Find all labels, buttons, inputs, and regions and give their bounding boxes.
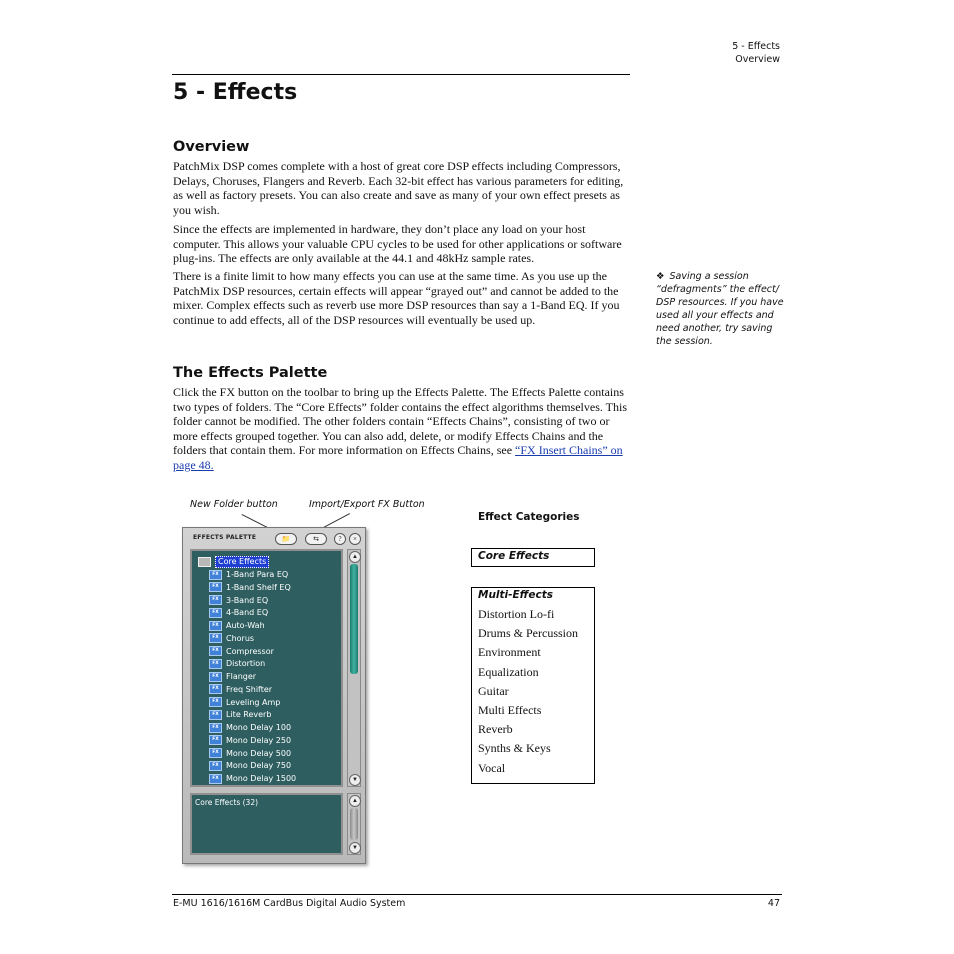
- overview-heading: Overview: [173, 139, 250, 155]
- effect-list-item[interactable]: [209, 633, 254, 644]
- overview-paragraph-3: There is a finite limit to how many effects you can use at the same time. As you use up the PatchMix DSP resources, certain effects will appear “grayed out” and cannot be added to the mixer. Complex effects such as reverb use more DSP resources than say a 1-Band EQ. If you continue to add effects, all of the DSP resources will eventually be used up.: [173, 269, 620, 327]
- import-export-icon: ⇆: [313, 535, 319, 543]
- fx-icon: FX: [209, 659, 222, 669]
- effect-list-item[interactable]: [209, 569, 288, 580]
- close-button[interactable]: [349, 533, 361, 545]
- running-head-chapter: 5 - Effects: [732, 41, 780, 52]
- bottom-rule: [172, 894, 782, 895]
- fx-icon: FX: [209, 723, 222, 733]
- overview-paragraph-2: Since the effects are implemented in hardware, they don’t place any load on your host computer. This allows your valuable CPU cycles to be used for other applications or software plug-ins. The effects are only available at the 44.1 and 48kHz sample rates.: [173, 222, 622, 266]
- effect-list-item[interactable]: [209, 658, 265, 669]
- effect-categories-heading: Effect Categories: [478, 511, 580, 523]
- fx-icon: FX: [209, 646, 222, 656]
- effects-list-pane: [190, 549, 343, 787]
- core-effects-box: [471, 548, 595, 567]
- effect-list-item[interactable]: [209, 748, 291, 759]
- category-list-item: Equalization: [478, 664, 539, 679]
- effect-list-item-label: 4-Band EQ: [226, 608, 269, 618]
- effect-list-item[interactable]: [209, 671, 256, 682]
- core-effects-folder-label: Core Effects: [215, 556, 269, 568]
- page-number: 47: [767, 898, 780, 909]
- fx-icon: FX: [209, 735, 222, 745]
- effect-list-item-label: 3-Band EQ: [226, 595, 269, 605]
- effect-list-item[interactable]: [209, 773, 296, 784]
- fx-icon: FX: [209, 633, 222, 643]
- fx-icon: FX: [209, 608, 222, 618]
- category-list-item: Vocal: [478, 760, 506, 775]
- scroll-up-icon[interactable]: ▲: [349, 551, 361, 563]
- effect-list-item-label: Distortion: [226, 659, 266, 669]
- top-rule: [172, 74, 630, 75]
- effect-list-item[interactable]: [209, 735, 291, 746]
- fx-icon: FX: [209, 621, 222, 631]
- fx-icon: FX: [209, 774, 222, 784]
- close-icon: ×: [353, 535, 357, 543]
- info-scroll-down-icon[interactable]: ▼: [349, 842, 361, 854]
- effect-list-item-label: Leveling Amp: [226, 697, 281, 707]
- new-folder-button[interactable]: [275, 533, 297, 545]
- effects-palette-paragraph: [173, 385, 629, 473]
- new-folder-callout: New Folder button: [190, 499, 278, 510]
- core-effects-box-title: Core Effects: [478, 550, 550, 562]
- fx-icon: FX: [209, 582, 222, 592]
- sidenote: [656, 270, 784, 348]
- effect-list-item-label: Freq Shifter: [226, 684, 273, 694]
- effect-list-item[interactable]: [209, 697, 280, 708]
- effect-list-item-label: Lite Reverb: [226, 710, 272, 720]
- info-pane: [190, 793, 343, 855]
- fx-icon: FX: [209, 710, 222, 720]
- import-export-fx-button[interactable]: [305, 533, 327, 545]
- effect-list-item-label: 1-Band Para EQ: [226, 570, 289, 579]
- effect-list-item[interactable]: [209, 684, 272, 695]
- running-head: [690, 40, 780, 66]
- effect-list-item-label: Mono Delay 250: [226, 735, 292, 745]
- effect-list-item-label: 1-Band Shelf EQ: [226, 582, 291, 592]
- fx-icon: FX: [209, 684, 222, 694]
- folder-icon: 📁: [281, 535, 291, 543]
- effect-list-item-label: Mono Delay 1500: [226, 774, 297, 783]
- effect-list-item[interactable]: [209, 620, 265, 631]
- fx-icon: FX: [209, 570, 222, 580]
- effects-palette-paragraph-text: Click the FX button on the toolbar to bring up the Effects Palette. The Effects Palette contains two types of folders. The “Core Effects” folder contains the effect algorithms themselves. This folder cannot be modified. The other folders contain “Effects Chains”, consisting of two or more effects grouped together. You can also add, delete, or modify Effects Chains and the folders that contain them. For more information on Effects Chains, see: [173, 385, 627, 458]
- effect-list-item-label: Flanger: [226, 672, 257, 681]
- fx-insert-chains-link[interactable]: “FX Insert Chains” on page 48.: [173, 443, 623, 472]
- help-button[interactable]: [334, 533, 346, 545]
- effects-palette-heading: The Effects Palette: [173, 365, 328, 381]
- diamond-bullet-icon: ❖: [656, 271, 665, 282]
- running-head-section: Overview: [735, 54, 780, 65]
- help-icon: ?: [338, 535, 342, 543]
- core-effects-folder[interactable]: [198, 556, 269, 567]
- effect-list-item-label: Mono Delay 100: [226, 723, 292, 732]
- effects-palette-window: [182, 527, 366, 864]
- overview-paragraph-1: PatchMix DSP comes complete with a host of great core DSP effects including Compressors, Delays, Choruses, Flangers and Reverb. Each 32-bit effect has various parameters for editing, as well as factory presets. You can also create and save as many of your own effect presets as you wish.: [173, 159, 624, 217]
- list-scrollbar[interactable]: [347, 549, 361, 787]
- category-list-item: Synths & Keys: [478, 741, 551, 756]
- effect-list-item-label: Chorus: [226, 633, 255, 643]
- folder-icon: [198, 557, 211, 567]
- fx-icon: FX: [209, 672, 222, 682]
- fx-icon: FX: [209, 748, 222, 758]
- info-scroll-up-icon[interactable]: ▲: [349, 795, 361, 807]
- effect-list-item[interactable]: [209, 595, 268, 606]
- effect-list-item-label: Auto-Wah: [226, 621, 265, 630]
- effect-list-item-label: Mono Delay 500: [226, 748, 292, 758]
- info-text: Core Effects (32): [195, 798, 259, 807]
- info-scroll-thumb[interactable]: [350, 808, 358, 840]
- category-list-item: Distortion Lo-fi: [478, 607, 555, 621]
- category-list-item: Reverb: [478, 722, 513, 737]
- palette-title: EFFECTS PALETTE: [193, 534, 257, 541]
- chapter-title: 5 - Effects: [173, 80, 298, 105]
- fx-icon: FX: [209, 697, 222, 707]
- import-export-callout: Import/Export FX Button: [309, 499, 425, 510]
- scroll-down-icon[interactable]: ▼: [349, 774, 361, 786]
- category-list-item: Drums & Percussion: [478, 626, 578, 641]
- effect-list-item[interactable]: [209, 722, 291, 733]
- scroll-thumb[interactable]: [350, 564, 358, 674]
- category-list-item: Guitar: [478, 683, 509, 698]
- fx-icon: FX: [209, 595, 222, 605]
- category-list-item: Multi Effects: [478, 703, 542, 717]
- footer-product-name: E-MU 1616/1616M CardBus Digital Audio System: [173, 898, 406, 909]
- effect-list-item-label: Compressor: [226, 646, 274, 656]
- info-scrollbar[interactable]: [347, 793, 361, 855]
- effect-list-item[interactable]: [209, 760, 291, 771]
- multi-effects-box-title: Multi-Effects: [478, 589, 554, 601]
- fx-icon: FX: [209, 761, 222, 771]
- multi-effects-box: [471, 587, 595, 784]
- effect-list-item[interactable]: [209, 582, 291, 593]
- effect-list-item[interactable]: [209, 646, 274, 657]
- category-list-item: Environment: [478, 645, 541, 660]
- sidenote-text: Saving a session “defragments” the effect/ DSP resources. If you have used all your effects and need another, try saving the session.: [656, 271, 784, 347]
- effect-list-item-label: Mono Delay 750: [226, 761, 292, 771]
- effect-list-item[interactable]: [209, 709, 271, 720]
- effect-list-item[interactable]: [209, 607, 268, 618]
